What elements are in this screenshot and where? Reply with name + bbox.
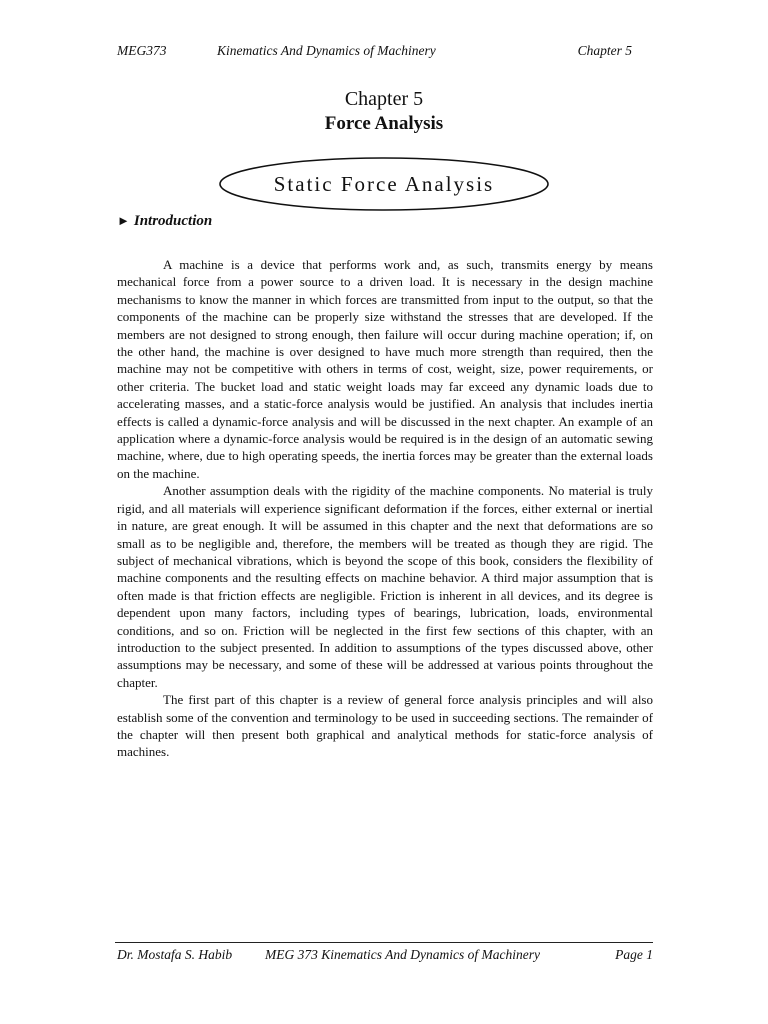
body-text <box>117 256 653 761</box>
paragraph-3: The first part of this chapter is a review of general force analysis principles and will also establish some of the convention and terminology to be used in succeeding sections. The remainder of the chapter will then present both graphical and analytical methods for static-force analysis of machines. <box>117 692 653 760</box>
pointer-arrow-icon: ► <box>117 213 130 228</box>
chapter-label: Chapter 5 <box>344 88 424 110</box>
footer-page-number: Page 1 <box>615 947 653 962</box>
paragraph-2: Another assumption deals with the rigidity of the machine components. No material is truly rigid, and all materials will experience significant deformation if the forces, either external or inertial in nature, are great enough. It will be assumed in this chapter and the next that deformations are so small as to be negligible and, therefore, the members will be treated as though they are rigid. The subject of mechanical vibrations, which is beyond the scope of this book, considers the flexibility of machine components and the resulting effects on machine behavior. A third major assumption that is often made is that friction effects are negligible. Friction is inherent in all devices, and its degree is dependent upon many factors, including types of bearings, lubrication, loads, environmental conditions, and so on. Friction will be neglected in the first few sections of this chapter, with an introduction to the subject presented. In addition to assumptions of the types discussed above, other assumptions may be necessary, and some of these will be addressed at various points throughout the chapter. <box>117 483 653 690</box>
section-title: Static Force Analysis <box>273 172 495 196</box>
footer-author: Dr. Mostafa S. Habib <box>117 947 233 962</box>
header-course-code: MEG373 <box>117 43 167 58</box>
header-chapter: Chapter 5 <box>577 43 632 58</box>
section-title-ellipse <box>218 156 550 212</box>
footer-divider <box>115 942 653 943</box>
page-footer <box>117 947 653 965</box>
page-header <box>117 43 632 61</box>
subsection-heading <box>117 213 212 230</box>
footer-course: MEG 373 Kinematics And Dynamics of Machinery <box>265 947 540 962</box>
paragraph-1: A machine is a device that performs work and, as such, transmits energy by means mechanical force from a power source to a driven load. It is necessary in the design machine mechanisms to know the manner in which forces are transmitted from input to the output, so that the components of the machine can be properly size withstand the stresses that are developed. If the members are not designed to strong enough, then failure will occur during machine operation; if, on the other hand, the machine is over designed to have much more strength than required, then the machine may not be competitive with others in terms of cost, weight, size, power requirements, or other criteria. The bucket load and static weight loads may far exceed any dynamic loads due to accelerating masses, and a static-force analysis would be justified. An analysis that includes inertia effects is called a dynamic-force analysis and will be discussed in the next chapter. An example of an application where a dynamic-force analysis would be required is in the design of an automatic sewing machine, where, due to high operating speeds, the inertia forces may be greater than the external loads on the machine. <box>117 257 653 481</box>
chapter-title: Force Analysis <box>324 113 444 134</box>
subsection-title: Introduction <box>133 213 213 229</box>
header-course-title: Kinematics And Dynamics of Machinery <box>217 43 436 58</box>
